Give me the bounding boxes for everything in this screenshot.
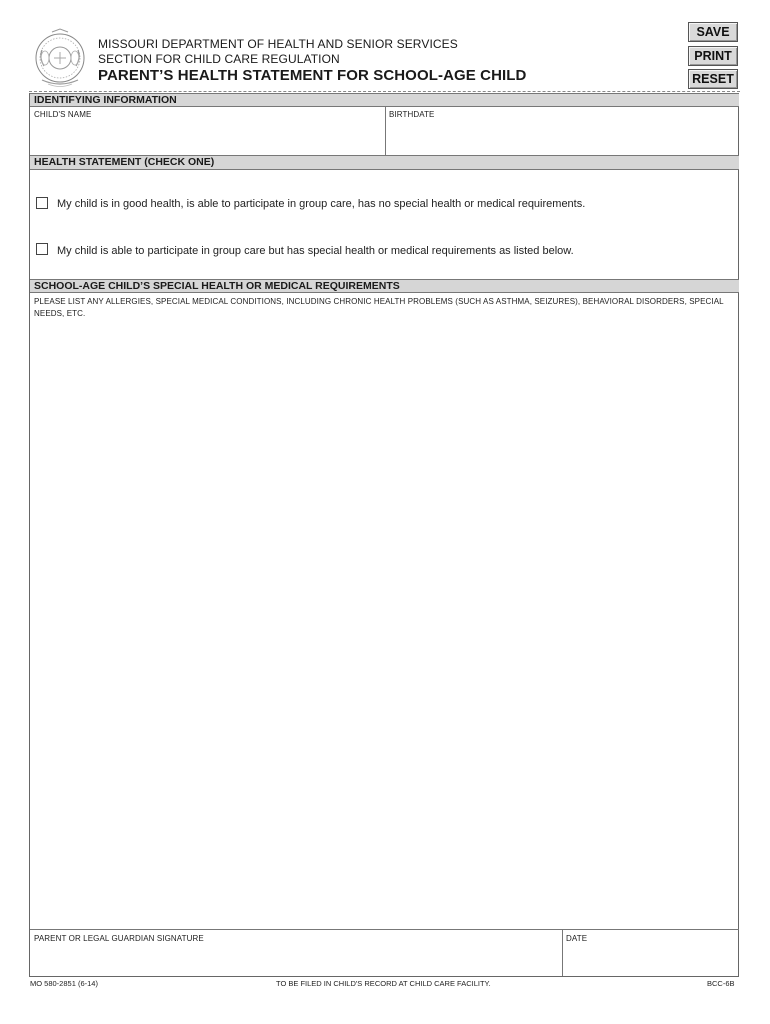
health-statement-heading: HEALTH STATEMENT (CHECK ONE) (30, 155, 739, 170)
childs-name-label: CHILD'S NAME (34, 110, 92, 119)
special-requirements-heading: SCHOOL-AGE CHILD’S SPECIAL HEALTH OR MEDICAL REQUIREMENTS (30, 279, 739, 293)
reset-button[interactable]: RESET (688, 69, 738, 89)
date-field[interactable] (566, 946, 740, 976)
header-divider (29, 91, 740, 92)
special-requirements-textarea[interactable] (32, 322, 740, 930)
agency-name: MISSOURI DEPARTMENT OF HEALTH AND SENIOR SERVICES (98, 37, 458, 51)
signature-label: PARENT OR LEGAL GUARDIAN SIGNATURE (34, 934, 204, 943)
section-name: SECTION FOR CHILD CARE REGULATION (98, 52, 340, 66)
date-label: DATE (566, 934, 588, 943)
birthdate-label: BIRTHDATE (389, 110, 435, 119)
signature-field[interactable] (32, 946, 558, 974)
childs-name-field[interactable] (32, 122, 386, 154)
special-requirements-checkbox[interactable] (36, 243, 48, 255)
missouri-state-seal-icon (32, 28, 88, 92)
signature-row-divider (30, 929, 739, 930)
birthdate-field[interactable] (388, 122, 740, 154)
form-title: PARENT’S HEALTH STATEMENT FOR SCHOOL-AGE CHILD (98, 67, 527, 84)
good-health-checkbox[interactable] (36, 197, 48, 209)
identifying-divider (385, 107, 386, 155)
identifying-heading: IDENTIFYING INFORMATION (30, 93, 739, 107)
special-requirements-instructions: PLEASE LIST ANY ALLERGIES, SPECIAL MEDICAL CONDITIONS, INCLUDING CHRONIC HEALTH PROBLEMS (SUCH AS ASTHMA, SEIZURES), BEHAVIORAL DISORDERS, SPECIAL NEEDS, ETC. (34, 297, 724, 318)
print-button[interactable]: PRINT (688, 46, 738, 66)
form-number: MO 580-2851 (6-14) (30, 979, 98, 988)
special-requirements-option-label: My child is able to participate in group care but has special health or medical requirements as listed below. (57, 245, 574, 257)
save-button[interactable]: SAVE (688, 22, 738, 42)
good-health-option-label: My child is in good health, is able to participate in group care, has no special health or medical requirements. (57, 198, 586, 210)
form-code: BCC-6B (707, 979, 735, 988)
filing-note: TO BE FILED IN CHILD'S RECORD AT CHILD CARE FACILITY. (276, 979, 491, 988)
signature-divider (562, 929, 563, 976)
